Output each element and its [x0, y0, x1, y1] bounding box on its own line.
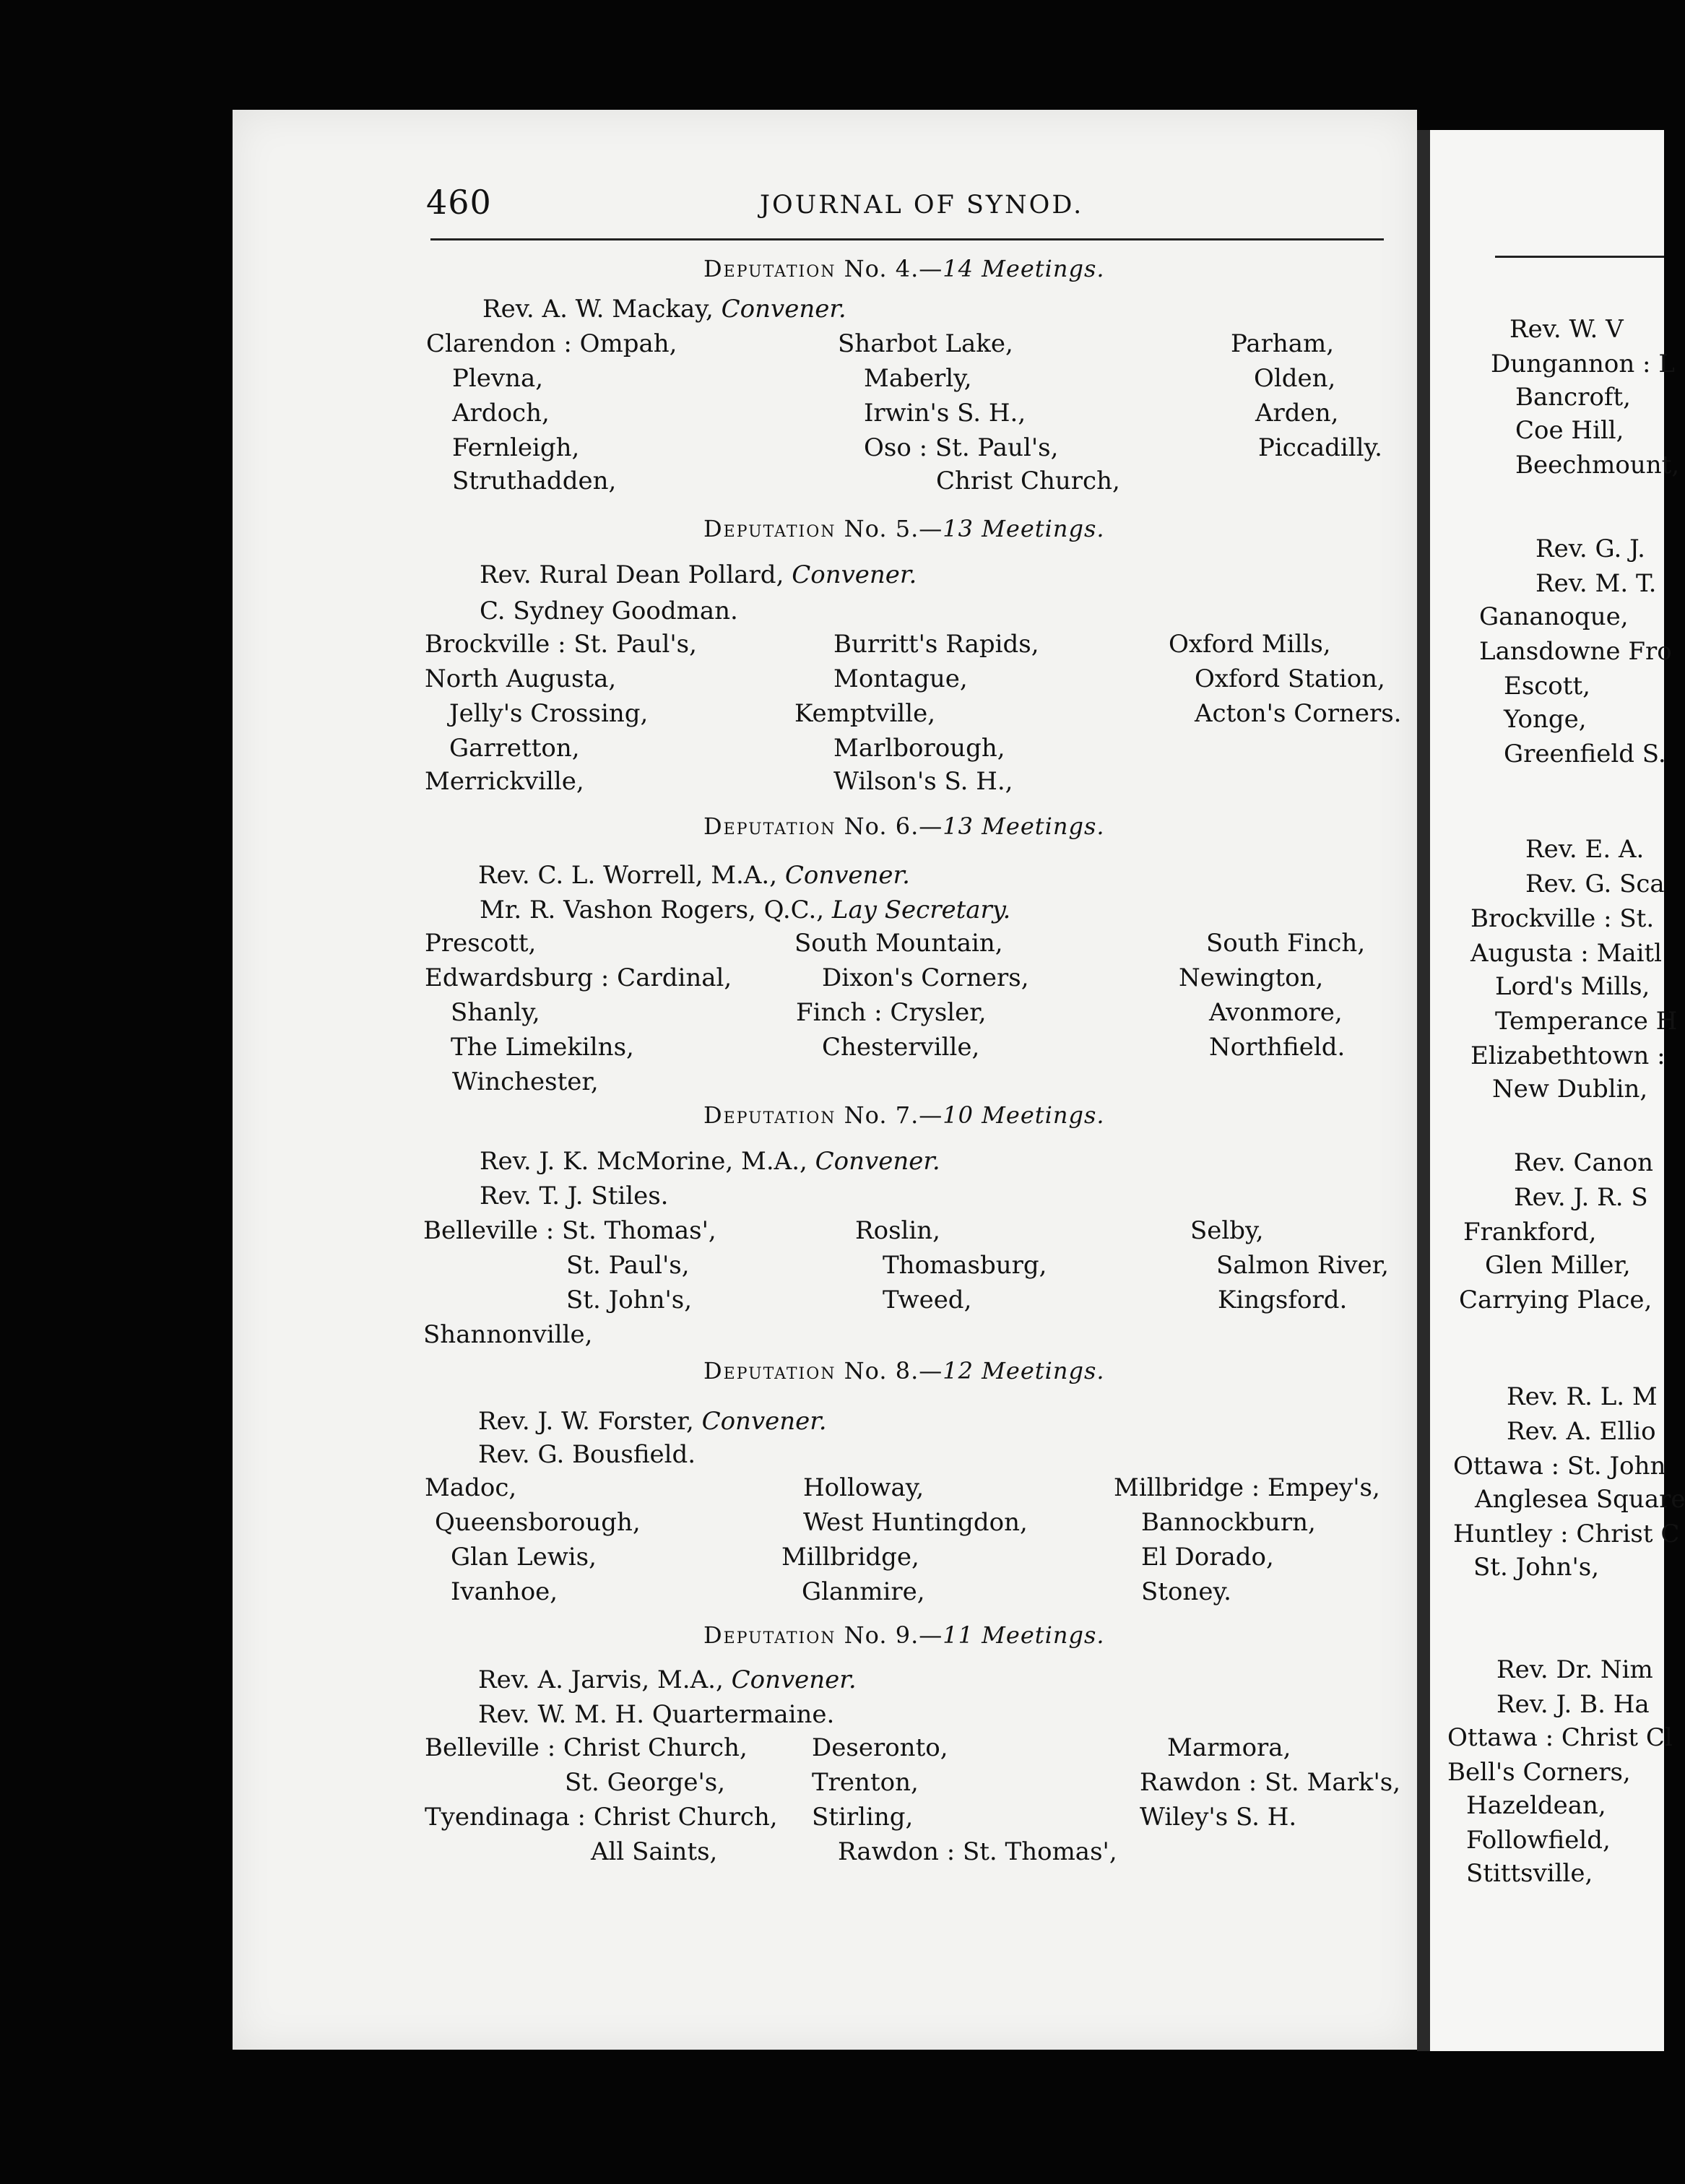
parish: The Limekilns,	[451, 1033, 634, 1062]
parish: Millbridge : Empey's,	[1114, 1473, 1380, 1502]
parish: El Dorado,	[1141, 1543, 1274, 1572]
parish: Glanmire,	[802, 1577, 925, 1606]
parish: South Mountain,	[794, 929, 1003, 958]
parish: Finch : Crysler,	[796, 998, 987, 1027]
parish: Roslin,	[855, 1216, 940, 1245]
facing-line: Carrying Place,	[1459, 1286, 1652, 1314]
parish: Prescott,	[425, 929, 537, 958]
deputation-6-secretary: Mr. R. Vashon Rogers, Q.C., Lay Secretary.	[480, 896, 1011, 924]
facing-line: Rev. R. L. M	[1507, 1382, 1658, 1411]
facing-line: Lansdowne Fro	[1479, 637, 1672, 666]
parish: Ivanhoe,	[451, 1577, 558, 1606]
parish: Merrickville,	[425, 767, 584, 796]
parish: Glan Lewis,	[451, 1543, 597, 1572]
parish: Northfield.	[1209, 1033, 1346, 1062]
parish: Selby,	[1190, 1216, 1264, 1245]
parish: West Huntingdon,	[803, 1508, 1028, 1537]
facing-line: Rev. Canon	[1514, 1148, 1654, 1177]
parish: Belleville : St. Thomas',	[423, 1216, 716, 1245]
facing-line: Yonge,	[1504, 705, 1587, 734]
deputation-5-convener: Rev. Rural Dean Pollard, Convener.	[480, 560, 917, 589]
parish: Trenton,	[812, 1768, 919, 1797]
facing-line: Rev. J. B. Ha	[1496, 1690, 1650, 1719]
parish: Clarendon : Ompah,	[426, 329, 677, 358]
deputation-7-convener: Rev. J. K. McMorine, M.A., Convener.	[480, 1147, 940, 1176]
facing-line: Dungannon : L	[1491, 350, 1675, 378]
parish: Bannockburn,	[1141, 1508, 1316, 1537]
parish: St. John's,	[566, 1286, 693, 1314]
parish: Marlborough,	[833, 734, 1005, 763]
parish: Irwin's S. H.,	[864, 399, 1026, 428]
parish: Wilson's S. H.,	[833, 767, 1013, 796]
facing-line: Glen Miller,	[1485, 1251, 1631, 1280]
facing-line: Anglesea Square	[1475, 1485, 1685, 1514]
facing-line: Rev. J. R. S	[1514, 1183, 1648, 1212]
facing-line: Hazeldean,	[1466, 1791, 1606, 1820]
parish: Struthadden,	[452, 467, 617, 495]
parish: Stoney.	[1141, 1577, 1231, 1606]
deputation-5-heading: Deputation No. 5.—13 Meetings.	[703, 515, 1105, 542]
deputation-8-member: Rev. G. Bousfield.	[478, 1440, 696, 1469]
parish: Brockville : St. Paul's,	[425, 630, 697, 659]
parish: Sharbot Lake,	[838, 329, 1013, 358]
parish: Maberly,	[864, 364, 972, 393]
facing-line: Rev. W. V	[1509, 315, 1624, 344]
facing-line: Huntley : Christ C	[1453, 1520, 1680, 1548]
deputation-9-heading: Deputation No. 9.—11 Meetings.	[703, 1621, 1105, 1649]
parish: Rawdon : St. Thomas',	[838, 1837, 1117, 1866]
parish: Piccadilly.	[1258, 433, 1382, 462]
parish: St. Paul's,	[566, 1251, 690, 1280]
parish: North Augusta,	[425, 664, 617, 693]
parish: Salmon River,	[1216, 1251, 1389, 1280]
parish: Newington,	[1179, 963, 1324, 992]
parish: Winchester,	[452, 1067, 599, 1096]
parish: Tyendinaga : Christ Church,	[425, 1803, 778, 1832]
parish: St. George's,	[565, 1768, 726, 1797]
parish: Ardoch,	[452, 399, 550, 428]
parish: Oxford Station,	[1195, 664, 1385, 693]
facing-line: Ottawa : St. John	[1453, 1452, 1666, 1481]
facing-line: Gananoque,	[1479, 602, 1629, 631]
parish: Garretton,	[449, 734, 580, 763]
deputation-9-member: Rev. W. M. H. Quartermaine.	[478, 1700, 835, 1729]
parish: Wiley's S. H.	[1140, 1803, 1297, 1832]
parish: Fernleigh,	[452, 433, 580, 462]
parish: Olden,	[1254, 364, 1336, 393]
deputation-8-convener: Rev. J. W. Forster, Convener.	[478, 1407, 827, 1436]
parish: Acton's Corners.	[1195, 699, 1402, 728]
parish: Kingsford.	[1218, 1286, 1348, 1314]
book-gutter	[1417, 130, 1430, 2051]
parish: Marmora,	[1167, 1733, 1291, 1762]
parish: Oso : St. Paul's,	[864, 433, 1059, 462]
parish: Arden,	[1255, 399, 1339, 428]
facing-line: Frankford,	[1463, 1218, 1597, 1247]
facing-line: Bell's Corners,	[1447, 1758, 1631, 1787]
facing-line: Rev. A. Ellio	[1507, 1417, 1656, 1446]
deputation-8-heading: Deputation No. 8.—12 Meetings.	[703, 1357, 1105, 1384]
facing-line: Temperance H	[1495, 1007, 1678, 1036]
deputation-6-convener: Rev. C. L. Worrell, M.A., Convener.	[478, 861, 910, 890]
parish: Stirling,	[812, 1803, 914, 1832]
facing-line: Coe Hill,	[1515, 416, 1624, 445]
parish: Queensborough,	[435, 1508, 641, 1537]
parish: Rawdon : St. Mark's,	[1140, 1768, 1401, 1797]
parish: Plevna,	[452, 364, 544, 393]
deputation-5-member: C. Sydney Goodman.	[480, 597, 738, 625]
parish: Shanly,	[451, 998, 540, 1027]
facing-line: Ottawa : Christ Cl	[1447, 1723, 1673, 1752]
facing-line: Rev. M. T.	[1535, 569, 1657, 598]
deputation-4-heading: Deputation No. 4.—14 Meetings.	[703, 255, 1105, 282]
facing-header-rule	[1495, 256, 1664, 258]
facing-line: St. John's,	[1473, 1553, 1600, 1582]
page-number: 460	[426, 183, 492, 222]
facing-line: Brockville : St.	[1470, 904, 1655, 933]
facing-line: Escott,	[1504, 672, 1590, 701]
facing-line: Elizabethtown :	[1470, 1041, 1665, 1070]
facing-line: Rev. G. J.	[1535, 534, 1645, 563]
parish: Dixon's Corners,	[822, 963, 1029, 992]
facing-line: Followfield,	[1466, 1826, 1611, 1855]
parish: Christ Church,	[936, 467, 1120, 495]
parish: Chesterville,	[822, 1033, 980, 1062]
deputation-6-heading: Deputation No. 6.—13 Meetings.	[703, 812, 1105, 840]
parish: Avonmore,	[1209, 998, 1343, 1027]
parish: Madoc,	[425, 1473, 517, 1502]
parish: Parham,	[1231, 329, 1335, 358]
facing-line: Beechmount,	[1515, 451, 1680, 480]
parish: Holloway,	[803, 1473, 924, 1502]
parish: Shannonville,	[423, 1320, 593, 1349]
deputation-4-convener: Rev. A. W. Mackay, Convener.	[482, 295, 846, 324]
facing-line: New Dublin,	[1492, 1075, 1648, 1104]
parish: Thomasburg,	[883, 1251, 1047, 1280]
running-title: JOURNAL OF SYNOD.	[760, 191, 1084, 220]
parish: South Finch,	[1206, 929, 1366, 958]
facing-line: Bancroft,	[1515, 383, 1631, 412]
facing-line: Rev. E. A.	[1525, 835, 1645, 864]
facing-line: Augusta : Maitl	[1470, 939, 1663, 968]
facing-line: Lord's Mills,	[1495, 972, 1650, 1001]
parish: Burritt's Rapids,	[833, 630, 1039, 659]
parish: Deseronto,	[812, 1733, 948, 1762]
facing-line: Greenfield S.	[1504, 740, 1666, 768]
parish: Oxford Mills,	[1169, 630, 1331, 659]
facing-line: Stittsville,	[1466, 1859, 1593, 1888]
parish: Montague,	[833, 664, 968, 693]
parish: Millbridge,	[781, 1543, 919, 1572]
parish: Tweed,	[883, 1286, 972, 1314]
parish: Kemptville,	[794, 699, 936, 728]
parish: Belleville : Christ Church,	[425, 1733, 748, 1762]
deputation-label: Deputation	[703, 255, 836, 282]
parish: Jelly's Crossing,	[449, 699, 649, 728]
deputation-9-convener: Rev. A. Jarvis, M.A., Convener.	[478, 1665, 857, 1694]
parish: All Saints,	[591, 1837, 718, 1866]
header-rule	[430, 238, 1384, 240]
deputation-7-heading: Deputation No. 7.—10 Meetings.	[703, 1101, 1105, 1129]
deputation-7-member: Rev. T. J. Stiles.	[480, 1182, 669, 1210]
facing-line: Rev. G. Sca	[1525, 870, 1665, 898]
facing-line: Rev. Dr. Nim	[1496, 1655, 1653, 1684]
parish: Edwardsburg : Cardinal,	[425, 963, 732, 992]
